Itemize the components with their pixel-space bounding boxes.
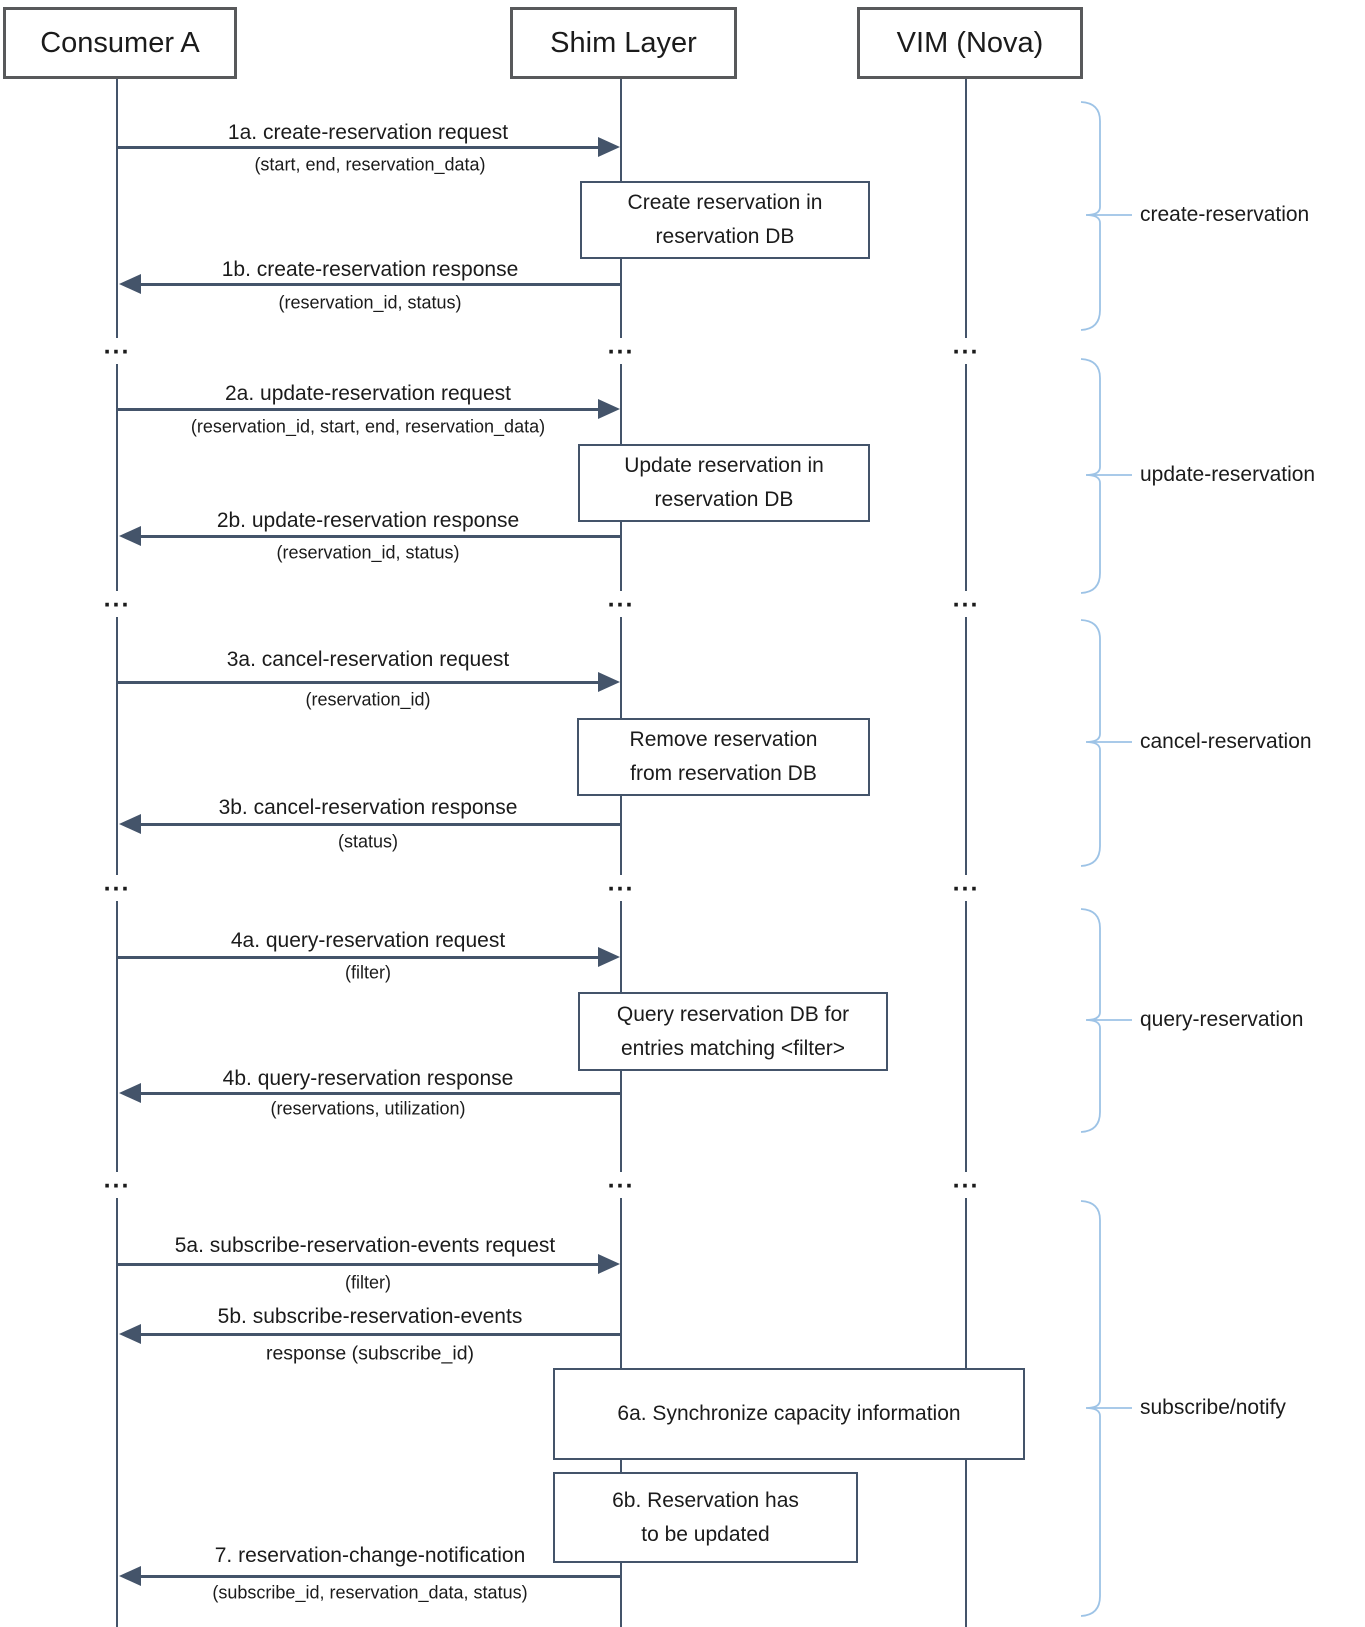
group-label-cancel-reservation: cancel-reservation [1140, 730, 1312, 753]
lifeline-consumer-segment [116, 79, 118, 338]
arrowhead-right-icon [598, 947, 620, 967]
message-params: response (subscribe_id) [265, 1342, 475, 1365]
activity-box-query-reservation-db [578, 992, 888, 1071]
message-label: 7. reservation-change-notification [214, 1544, 526, 1567]
arrowhead-left-icon [119, 526, 141, 546]
actor-label-consumer-a: Consumer A [40, 26, 200, 59]
lifeline-ellipsis: ... [103, 331, 131, 360]
message-params: (reservation_id, start, end, reservation_data) [190, 416, 546, 437]
actor-box-consumer-a [3, 7, 237, 79]
lifeline-ellipsis: ... [103, 584, 131, 613]
lifeline-ellipsis: ... [952, 331, 980, 360]
activity-text-line: Remove reservation [629, 728, 818, 752]
lifeline-ellipsis: ... [952, 584, 980, 613]
arrowhead-left-icon [119, 814, 141, 834]
message-line [117, 1263, 600, 1266]
brace-query-reservation [1081, 1201, 1132, 1616]
lifeline-ellipsis: ... [952, 1165, 980, 1194]
activity-text-line: entries matching <filter> [620, 1036, 846, 1060]
lifeline-vim-segment [965, 79, 967, 338]
message-params: (reservation_id) [305, 689, 431, 710]
lifeline-ellipsis: ... [103, 1165, 131, 1194]
brace-update-reservation [1081, 359, 1132, 593]
message-line [117, 146, 600, 149]
message-line [117, 408, 600, 411]
lifeline-ellipsis: ... [607, 584, 635, 613]
message-line [117, 681, 600, 684]
lifeline-ellipsis: ... [607, 1165, 635, 1194]
activity-box-reservation-update-needed [553, 1472, 858, 1563]
group-label-update-reservation: update-reservation [1140, 463, 1316, 486]
message-label: 2a. update-reservation request [224, 382, 512, 405]
message-params: (subscribe_id, reservation_data, status) [212, 1582, 528, 1603]
lifeline-vim-segment [965, 617, 967, 875]
actor-box-shim-layer [510, 7, 737, 79]
message-params: (reservation_id, status) [276, 542, 460, 563]
message-line [140, 823, 621, 826]
lifeline-vim-segment [965, 364, 967, 591]
arrowhead-right-icon [598, 137, 620, 157]
message-label: 1a. create-reservation request [227, 121, 509, 144]
message-params: (start, end, reservation_data) [254, 154, 486, 175]
activity-text-line: from reservation DB [630, 762, 817, 785]
message-line [117, 956, 600, 959]
lifeline-ellipsis: ... [103, 868, 131, 897]
activity-text-line: Create reservation in [627, 191, 823, 215]
activity-text-line: 6a. Synchronize capacity information [617, 1402, 961, 1426]
message-label: 1b. create-reservation response [221, 258, 519, 281]
message-params: (filter) [345, 1272, 391, 1293]
group-label-query-reservation: query-reservation [1140, 1008, 1304, 1031]
lifeline-ellipsis: ... [607, 331, 635, 360]
message-line [140, 1333, 621, 1336]
message-label: 3b. cancel-reservation response [218, 796, 518, 819]
activity-box-synchronize-capacity [553, 1368, 1025, 1460]
brace-create-reservation [1081, 102, 1132, 330]
message-params: (reservation_id, status) [278, 292, 462, 313]
message-line [140, 1575, 621, 1578]
brace-subscribe-notify [1081, 909, 1132, 1132]
message-params: (filter) [345, 962, 391, 983]
message-line [140, 535, 621, 538]
lifeline-consumer-segment [116, 901, 118, 1172]
actor-label-shim-layer: Shim Layer [550, 26, 697, 59]
arrowhead-right-icon [598, 399, 620, 419]
activity-box-create-reservation-db [580, 181, 870, 259]
activity-text-line: 6b. Reservation has [612, 1488, 799, 1512]
lifeline-consumer-segment [116, 364, 118, 591]
activity-text-line: reservation DB [655, 225, 795, 248]
activity-text-line: reservation DB [654, 488, 794, 511]
activity-text-line: Update reservation in [624, 454, 824, 478]
message-label: 4a. query-reservation request [230, 929, 506, 952]
message-line [140, 1092, 621, 1095]
message-label: 5a. subscribe-reservation-events request [174, 1234, 556, 1257]
lifeline-ellipsis: ... [952, 868, 980, 897]
activity-text-line: to be updated [641, 1522, 770, 1546]
activity-box-remove-reservation-db [577, 718, 870, 796]
group-label-create-reservation: create-reservation [1140, 203, 1310, 226]
brace-cancel-reservation [1081, 620, 1132, 866]
message-label: 2b. update-reservation response [216, 509, 520, 532]
arrowhead-left-icon [119, 1083, 141, 1103]
message-label: 5b. subscribe-reservation-events [217, 1305, 523, 1328]
activity-box-update-reservation-db [578, 444, 870, 522]
arrowhead-right-icon [598, 672, 620, 692]
arrowhead-left-icon [119, 1566, 141, 1586]
lifeline-consumer-segment [116, 617, 118, 875]
message-line [140, 283, 621, 286]
activity-text-line: Query reservation DB for [616, 1002, 850, 1026]
message-params: (reservations, utilization) [270, 1098, 466, 1119]
message-label: 4b. query-reservation response [222, 1067, 514, 1090]
message-params: (status) [337, 831, 399, 852]
message-label: 3a. cancel-reservation request [226, 648, 510, 671]
lifeline-ellipsis: ... [607, 868, 635, 897]
arrowhead-left-icon [119, 274, 141, 294]
lifeline-vim-segment [965, 901, 967, 1172]
group-label-subscribe-notify: subscribe/notify [1140, 1396, 1286, 1419]
arrowhead-right-icon [598, 1254, 620, 1274]
actor-box-vim-nova [857, 7, 1083, 79]
actor-label-vim-nova: VIM (Nova) [896, 26, 1044, 59]
arrowhead-left-icon [119, 1324, 141, 1344]
